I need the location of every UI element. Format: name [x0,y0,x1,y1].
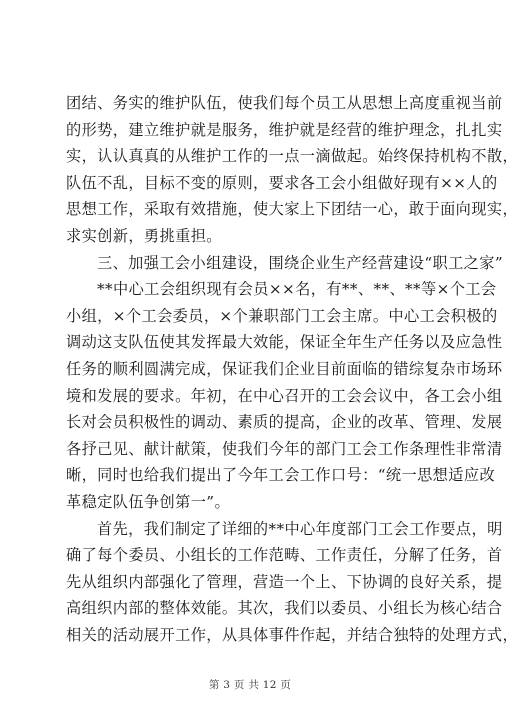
section-heading-text: 三、加强工会小组建设，围绕企业生产经营建设“职工之家” [97,253,504,272]
text-line: 长对会员积极性的调动、素质的提高，企业的改革、管理、发展 [66,413,503,432]
text-line: 先从组织内部强化了管理，营造一个上、下协调的良好关系，提 [66,572,503,591]
text-line: **中心工会组织现有会员××名，有**、**、**等×个工会 [97,280,497,299]
text-line: 革稳定队伍争创第一”。 [66,492,231,511]
text-line: 小组，×个工会委员，×个兼职部门工会主席。中心工会积极的 [66,306,498,325]
text-line: 各抒己见、献计献策，使我们今年的部门工会工作条理性非常清 [66,439,503,458]
text-line: 相关的活动展开工作，从具体事件作起，并结合独特的处理方式， [66,625,518,644]
text-line: 境和发展的要求。年初，在中心召开的工会会议中，各工会小组 [66,386,503,405]
text-line: 思想工作，采取有效措施，使大家上下团结一心，敢于面向现实， [66,200,518,219]
text-line: 求实创新，勇挑重担。 [66,226,222,245]
section-heading [66,250,504,277]
paragraph-union-organization [66,276,503,515]
text-line: 团结、务实的维护队伍，使我们每个员工从思想上高度重视当前 [66,94,503,112]
text-line: 高组织内部的整体效能。其次，我们以委员、小组长为核心结合 [66,599,503,618]
document-body [66,90,518,648]
text-line: 队伍不乱，目标不变的原则，要求各工会小组做好现有××人的 [66,173,498,192]
page-number-label: 第 3 页 共 12 页 [208,679,292,691]
text-line: 晰，同时也给我们提出了今年工会工作口号：“统一思想适应改 [66,466,496,485]
text-line: 调动这支队伍使其发挥最大效能，保证全年生产任务以及应急性 [66,333,503,352]
text-line: 任务的顺利圆满完成，保证我们企业目前面临的错综复杂市场环 [66,359,503,378]
paragraph-work-plan [66,516,518,649]
text-line: 确了每个委员、小组长的工作范畴、工作责任，分解了任务，首 [66,546,503,565]
text-line: 的形势，建立维护就是服务，维护就是经营的维护理念，扎扎实 [66,120,503,139]
page-footer [0,677,500,692]
text-line: 实，认认真真的从维护工作的一点一滴做起。始终保持机构不散， [66,147,518,166]
paragraph-maintenance-team [66,90,518,250]
text-line: 首先，我们制定了详细的**中心年度部门工会工作要点，明 [97,519,503,538]
